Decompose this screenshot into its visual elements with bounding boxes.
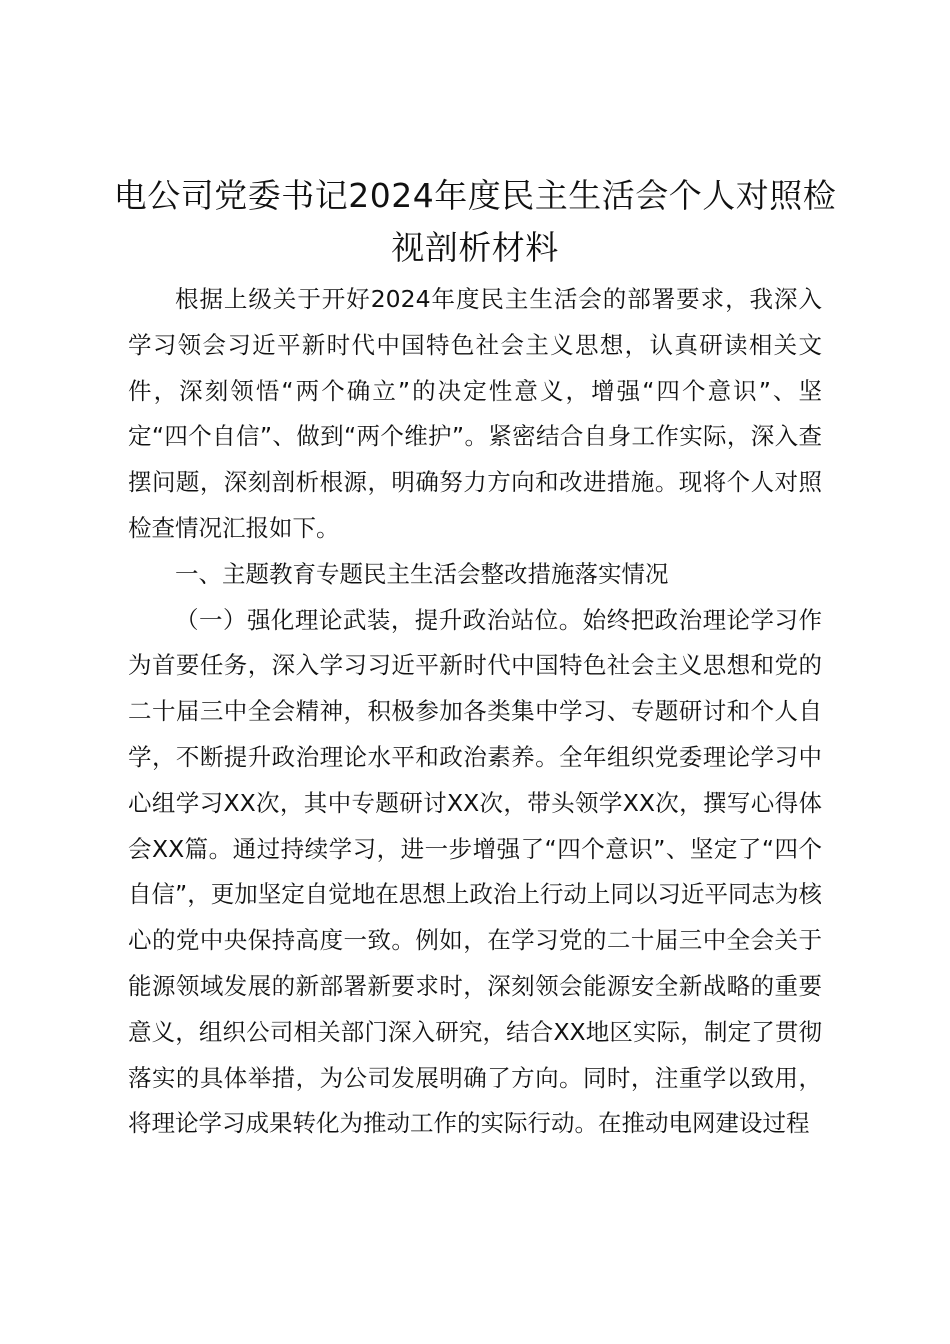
document-body: [128, 277, 822, 1147]
intro-paragraph: 根据上级关于开好2024年度民主生活会的部署要求，我深入学习领会习近平新时代中国特色社会主义思想，认真研读相关文件，深刻领悟“两个确立”的决定性意义，增强“四个意识”、坚定“四个自信”、做到“两个维护”。紧密结合自身工作实际，深入查摆问题，深刻剖析根源，明确努力方向和改进措施。现将个人对照检查情况汇报如下。: [128, 285, 822, 542]
section-heading: 一、主题教育专题民主生活会整改措施落实情况: [175, 559, 669, 588]
document-title: 电公司党委书记2024年度民主生活会个人对照检视剖析材料: [113, 176, 837, 267]
subsection-paragraph: （一）强化理论武装，提升政治站位。始终把政治理论学习作为首要任务，深入学习习近平新时代中国特色社会主义思想和党的二十届三中全会精神，积极参加各类集中学习、专题研讨和个人自学，不断提升政治理论水平和政治素养。全年组织党委理论学习中心组学习XX次，其中专题研讨XX次，带头领学XX次，撰写心得体会XX篇。通过持续学习，进一步增强了“四个意识”、坚定了“四个自信”，更加坚定自觉地在思想上政治上行动上同以习近平同志为核心的党中央保持高度一致。例如，在学习党的二十届三中全会关于能源领域发展的新部署新要求时，深刻领会能源安全新战略的重要意义，组织公司相关部门深入研究，结合XX地区实际，制定了贯彻落实的具体举措，为公司发展明确了方向。同时，注重学以致用，将理论学习成果转化为推动工作的实际行动。在推动电网建设过程: [128, 605, 822, 1138]
